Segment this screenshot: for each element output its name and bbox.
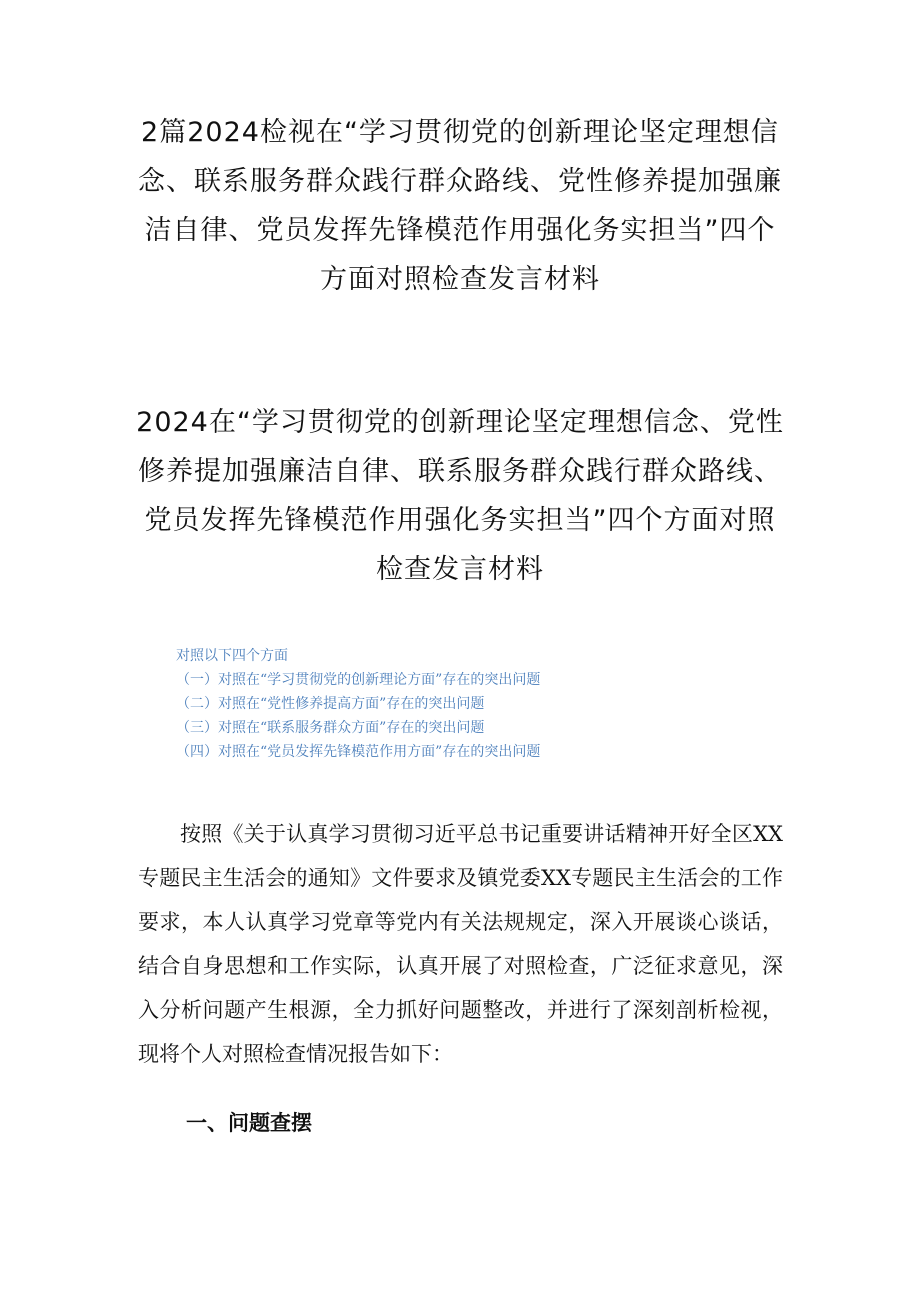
table-of-contents	[176, 644, 736, 764]
intro-paragraph: 按照《关于认真学习贯彻习近平总书记重要讲话精神开好全区XX专题民主生活会的通知》文件要求及镇党委XX专题民主生活会的工作要求，本人认真学习党章等党内有关法规规定，深入开展谈心谈话，结合自身思想和工作实际，认真开展了对照检查，广泛征求意见，深入分析问题产生根源，全力抓好问题整改，并进行了深刻剖析检视，现将个人对照检查情况报告如下：	[138, 822, 783, 1066]
toc-item-2[interactable]: （二）对照在“党性修养提高方面”存在的突出问题	[176, 696, 485, 712]
toc-item-3[interactable]: （三）对照在“联系服务群众方面”存在的突出问题	[176, 720, 485, 736]
toc-item-1[interactable]: （一）对照在“学习贯彻党的创新理论方面”存在的突出问题	[176, 672, 541, 688]
section-heading-problems: 一、问题查摆	[186, 1111, 312, 1135]
toc-heading: 对照以下四个方面	[176, 648, 288, 664]
document-title: 2篇2024检视在“学习贯彻党的创新理论坚定理想信念、联系服务群众践行群众路线、党性修养提加强廉洁自律、党员发挥先锋模范作用强化务实担当”四个方面对照检查发言材料	[138, 117, 782, 295]
article-title: 2024在“学习贯彻党的创新理论坚定理想信念、党性修养提加强廉洁自律、联系服务群众践行群众路线、党员发挥先锋模范作用强化务实担当”四个方面对照检查发言材料	[136, 407, 784, 585]
toc-item-4[interactable]: （四）对照在“党员发挥先锋模范作用方面”存在的突出问题	[176, 744, 541, 760]
